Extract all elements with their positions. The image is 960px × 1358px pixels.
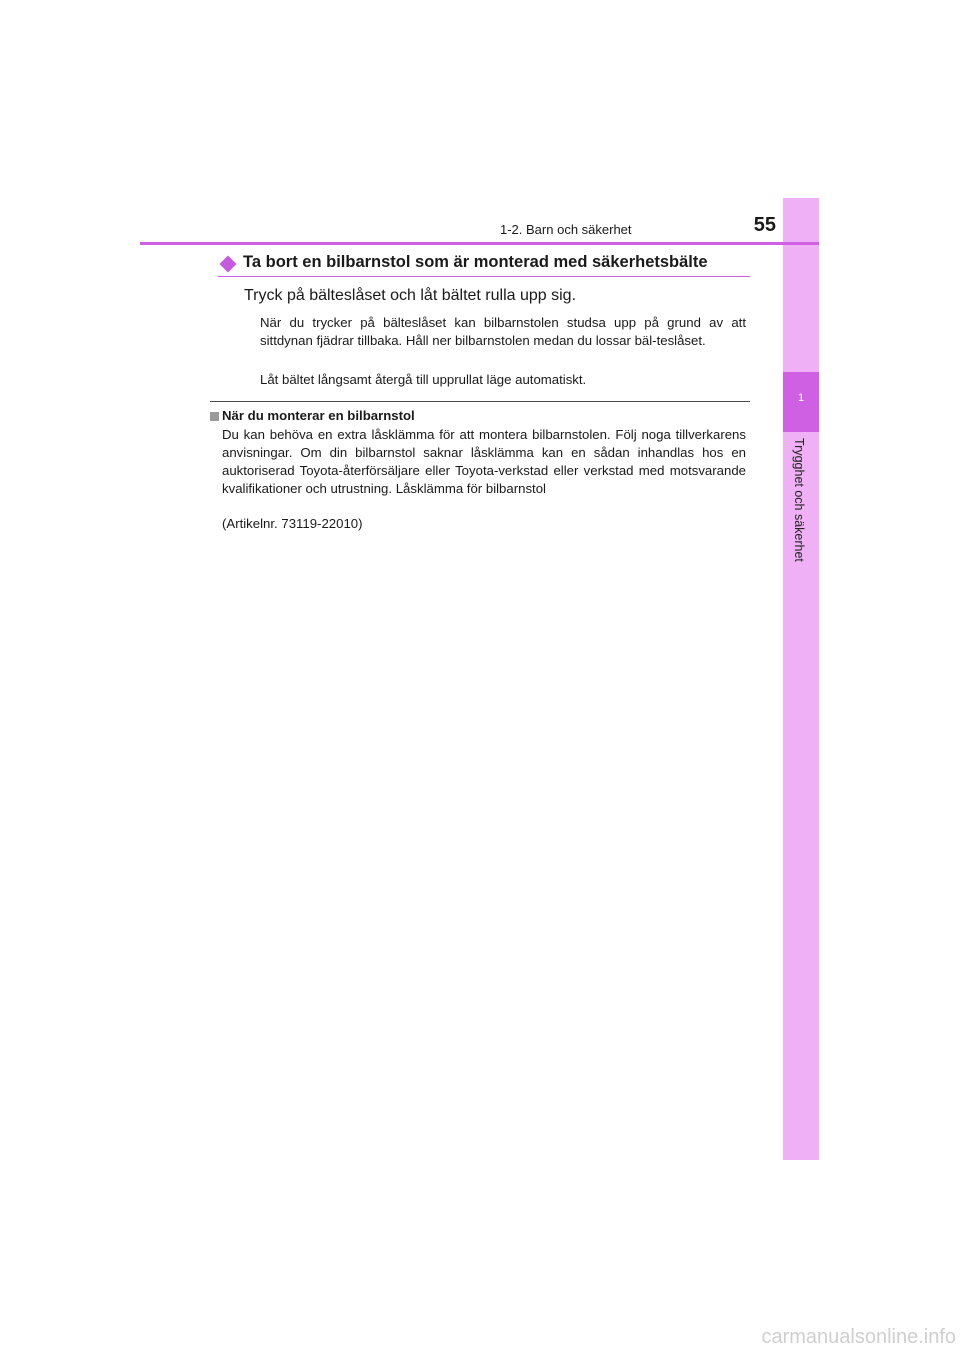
section-heading-rule bbox=[218, 276, 750, 277]
step-note-1: När du trycker på bälteslåset kan bilbarnstolen studsa upp på grund av att sittdynan fjädrar tillbaka. Håll ner bilbarnstolen medan du lossar bäl-teslåset. bbox=[260, 315, 746, 348]
chapter-number: 1 bbox=[797, 392, 805, 404]
square-bullet-icon bbox=[210, 412, 219, 421]
watermark: carmanualsonline.info bbox=[761, 1326, 956, 1348]
step-instruction: Tryck på bälteslåset och låt bältet rulla upp sig. bbox=[244, 287, 577, 304]
header-rule bbox=[140, 242, 819, 245]
part-number: (Artikelnr. 73119-22010) bbox=[222, 516, 363, 531]
section-label: 1-2. Barn och säkerhet bbox=[500, 222, 632, 237]
step-note-2: Låt bältet långsamt återgå till upprullat läge automatiskt. bbox=[260, 372, 587, 387]
section-divider bbox=[210, 401, 750, 402]
section-heading: Ta bort en bilbarnstol som är monterad med säkerhetsbälte bbox=[243, 253, 708, 271]
diamond-bullet-icon bbox=[220, 256, 237, 273]
info-body: Du kan behöva en extra låsklämma för att montera bilbarnstolen. Följ noga tillverkarens anvisningar. Om din bilbarnstol saknar låsklämma kan en sådan inhandlas hos en auktoriserad Toyota-återförsäljare eller Toyota-verkstad eller verkstad med motsvarande kvalifikationer och utrustning. Låsklämma för bilbarnstol bbox=[222, 427, 746, 496]
page-number: 55 bbox=[753, 214, 776, 236]
info-heading: När du monterar en bilbarnstol bbox=[222, 408, 415, 423]
chapter-title: Trygghet och säkerhet bbox=[792, 438, 806, 562]
chapter-side-tab bbox=[783, 198, 819, 1160]
